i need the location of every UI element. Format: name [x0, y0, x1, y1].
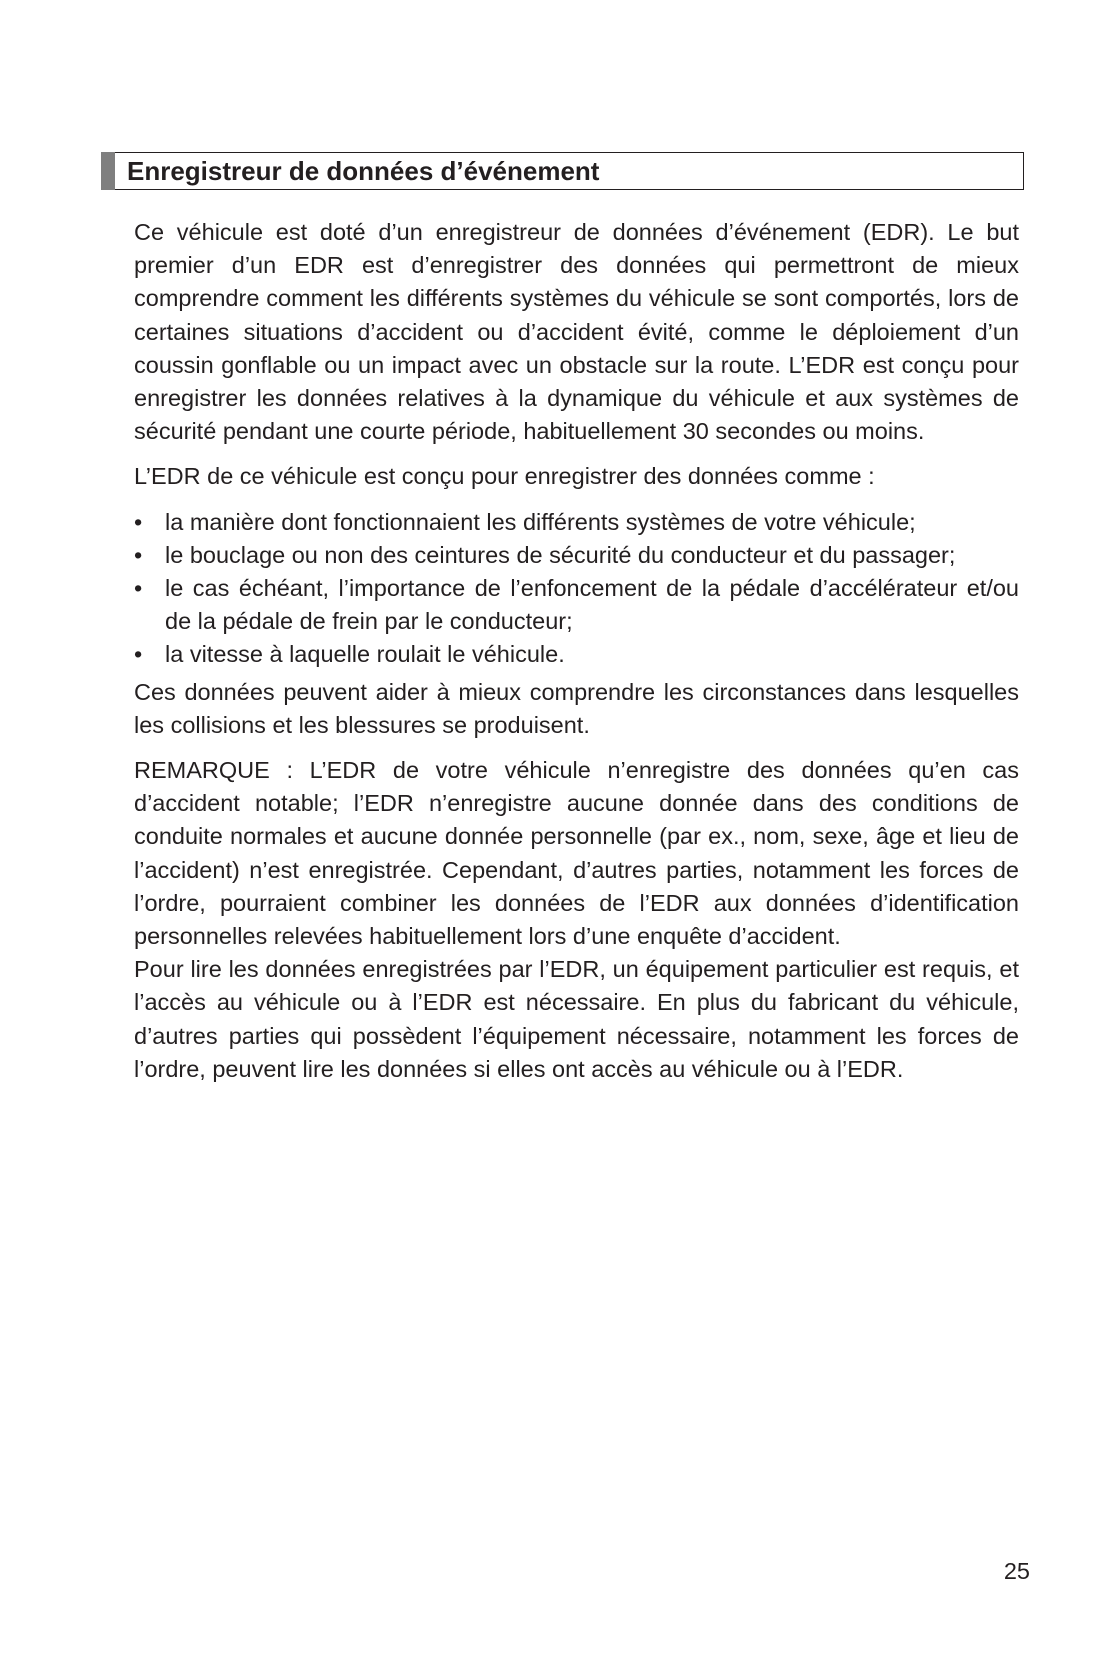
section-header	[101, 152, 1024, 190]
section-title: Enregistreur de données d’événement	[127, 156, 600, 186]
page-number: 25	[1003, 1558, 1030, 1584]
page-content	[134, 216, 1019, 1086]
bullet-marker: •	[134, 575, 143, 602]
bullet-marker: •	[134, 541, 143, 568]
intro-paragraph: Ce véhicule est doté d’un enregistreur de données d’événement (EDR). Le but premier d’un EDR est d’enregistrer des données qui permettront de mieux comprendre comment les différents systèmes du véhicule se sont comportés, lors de certaines situations d’accident ou d’accident évité, comme le déploiement d’un coussin gonflable ou un impact avec un obstacle sur la route. L’EDR est conçu pour enregistrer les données relatives à la dynamique du véhicule et aux systèmes de sécurité pendant une courte période, habituellement 30 secondes ou moins.	[134, 219, 1019, 445]
data-list	[134, 506, 1019, 672]
list-item-text: la vitesse à laquelle roulait le véhicule.	[165, 641, 565, 668]
bullet-marker: •	[134, 508, 143, 535]
list-item	[134, 638, 1019, 671]
bullet-marker: •	[134, 641, 143, 668]
list-item-text: le cas échéant, l’importance de l’enfoncement de la pédale d’accélérateur et/ou de la pédale de frein par le conducteur;	[165, 575, 1019, 635]
list-item-text: la manière dont fonctionnaient les différents systèmes de votre véhicule;	[165, 508, 916, 535]
after-list-paragraph: Ces données peuvent aider à mieux comprendre les circonstances dans lesquelles les collisions et les blessures se produisent.	[134, 678, 1019, 738]
remarque-paragraph: REMARQUE : L’EDR de votre véhicule n’enregistre des données qu’en cas d’accident notable; l’EDR n’enregistre aucune donnée dans des conditions de conduite normales et aucune donnée personnelle (par ex., nom, sexe, âge et lieu de l’accident) n’est enregistrée. Cependant, d’autres parties, notamment les forces de l’ordre, pourraient combiner les données de l’EDR aux données d’identification personnelles relevées habituellement lors d’une enquête d’accident.	[134, 757, 1019, 950]
list-item-text: le bouclage ou non des ceintures de sécurité du conducteur et du passager;	[165, 541, 956, 568]
lecture-paragraph: Pour lire les données enregistrées par l’EDR, un équipement particulier est requis, et l’accès au véhicule ou à l’EDR est nécessaire. En plus du fabricant du véhicule, d’autres parties qui possèdent l’équipement nécessaire, notamment les forces de l’ordre, peuvent lire les données si elles ont accès au véhicule ou à l’EDR.	[134, 956, 1019, 1082]
list-item	[134, 572, 1019, 638]
list-intro-paragraph: L’EDR de ce véhicule est conçu pour enregistrer des données comme :	[134, 463, 875, 490]
list-item	[134, 539, 1019, 572]
list-item	[134, 506, 1019, 539]
section-header-bar	[101, 152, 115, 190]
